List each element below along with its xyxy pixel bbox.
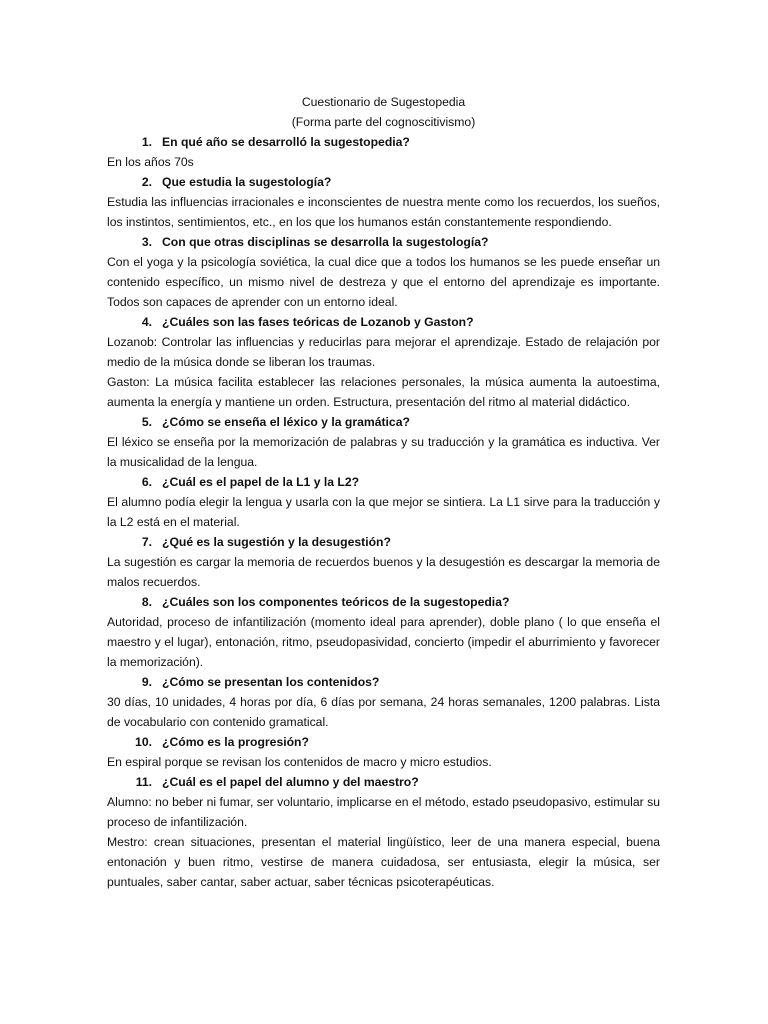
answer-paragraph: Mestro: crean situaciones, presentan el material lingüístico, leer de una manera especial, buena entonación y buen ritmo, vestirse de manera cuidadosa, ser entusiasta, elegir la música, ser puntuales, saber cantar, saber actuar, saber técnicas psicoterapéuticas.: [107, 835, 660, 889]
question-heading: [107, 172, 660, 192]
question-number: 6.: [141, 475, 152, 489]
answer-block: [107, 492, 660, 532]
answer-paragraph: Alumno: no beber ni fumar, ser voluntario, implicarse en el método, estado pseudopasivo, estimular su proceso de infantilización.: [107, 795, 660, 829]
answer-paragraph: En los años 70s: [107, 155, 194, 169]
question-text: ¿Cómo se enseña el léxico y la gramática?: [162, 415, 410, 429]
answer-paragraph: Lozanob: Controlar las influencias y reducirlas para mejorar el aprendizaje. Estado de relajación por medio de la música donde se liberan los traumas.: [107, 335, 660, 369]
question-number: 3.: [141, 235, 152, 249]
question-heading: [107, 412, 660, 432]
title-block: [107, 92, 660, 132]
question-heading: [107, 132, 660, 152]
answer-block: [107, 552, 660, 592]
answer-block: [107, 432, 660, 472]
question-number: 5.: [141, 415, 152, 429]
question-text: ¿Cuáles son las fases teóricas de Lozanob y Gaston?: [162, 315, 474, 329]
question-list: [107, 132, 660, 892]
answer-block: [107, 752, 660, 772]
question-text: ¿Cuáles son los componentes teóricos de la sugestopedia?: [162, 595, 510, 609]
answer-block: [107, 612, 660, 672]
answer-block: [107, 252, 660, 312]
question-heading: [107, 732, 660, 752]
answer-paragraph: El léxico se enseña por la memorización de palabras y su traducción y la gramática es inductiva. Ver la musicalidad de la lengua.: [107, 435, 660, 469]
answer-paragraph: Autoridad, proceso de infantilización (momento ideal para aprender), doble plano ( lo que enseña el maestro y el lugar), entonación, ritmo, pseudopasividad, concierto (impedir el aburrimiento y favorecer la memorización).: [107, 615, 660, 669]
question-text: ¿Cuál es el papel de la L1 y la L2?: [162, 475, 360, 489]
question-text: En qué año se desarrolló la sugestopedia?: [162, 135, 410, 149]
question-text: Con que otras disciplinas se desarrolla la sugestología?: [162, 235, 489, 249]
answer-block: [107, 192, 660, 232]
question-text: ¿Cómo se presentan los contenidos?: [162, 675, 380, 689]
question-heading: [107, 592, 660, 612]
question-number: 11.: [135, 775, 152, 789]
question-number: 9.: [141, 675, 152, 689]
document-title: Cuestionario de Sugestopedia: [301, 95, 466, 109]
question-number: 7.: [141, 535, 152, 549]
answer-block: [107, 792, 660, 892]
question-heading: [107, 232, 660, 252]
answer-block: [107, 692, 660, 732]
question-number: 4.: [141, 315, 152, 329]
question-text: ¿Cuál es el papel del alumno y del maestro?: [162, 775, 419, 789]
question-text: ¿Cómo es la progresión?: [162, 735, 309, 749]
question-number: 8.: [141, 595, 152, 609]
question-number: 2.: [141, 175, 152, 189]
answer-paragraph: Gaston: La música facilita establecer las relaciones personales, la música aumenta la autoestima, aumenta la energía y mantiene un orden. Estructura, presentación del ritmo al material didáctico.: [107, 375, 660, 409]
question-heading: [107, 532, 660, 552]
question-text: Que estudia la sugestología?: [162, 175, 332, 189]
question-number: 1.: [141, 135, 152, 149]
answer-paragraph: Estudia las influencias irracionales e inconscientes de nuestra mente como los recuerdos, los sueños, los instintos, sentimientos, etc., en los que los humanos están constantemente respondiendo.: [107, 195, 660, 229]
answer-paragraph: Con el yoga y la psicología soviética, la cual dice que a todos los humanos se les puede enseñar un contenido específico, un mismo nivel de destreza y que el entorno del aprendizaje es importante. Todos son capaces de aprender con un entorno ideal.: [107, 255, 660, 309]
question-text: ¿Qué es la sugestión y la desugestión?: [162, 535, 391, 549]
question-heading: [107, 672, 660, 692]
document-subtitle: (Forma parte del cognoscitivismo): [291, 115, 476, 129]
answer-paragraph: El alumno podía elegir la lengua y usarla con la que mejor se sintiera. La L1 sirve para la traducción y la L2 está en el material.: [107, 495, 660, 529]
question-heading: [107, 312, 660, 332]
question-heading: [107, 772, 660, 792]
answer-paragraph: En espiral porque se revisan los contenidos de macro y micro estudios.: [107, 755, 492, 769]
answer-block: [107, 152, 660, 172]
question-number: 10.: [135, 735, 152, 749]
answer-paragraph: 30 días, 10 unidades, 4 horas por día, 6 días por semana, 24 horas semanales, 1200 palabras. Lista de vocabulario con contenido gramatical.: [107, 695, 660, 729]
question-heading: [107, 472, 660, 492]
answer-block: [107, 332, 660, 412]
answer-paragraph: La sugestión es cargar la memoria de recuerdos buenos y la desugestión es descargar la memoria de malos recuerdos.: [107, 555, 660, 589]
